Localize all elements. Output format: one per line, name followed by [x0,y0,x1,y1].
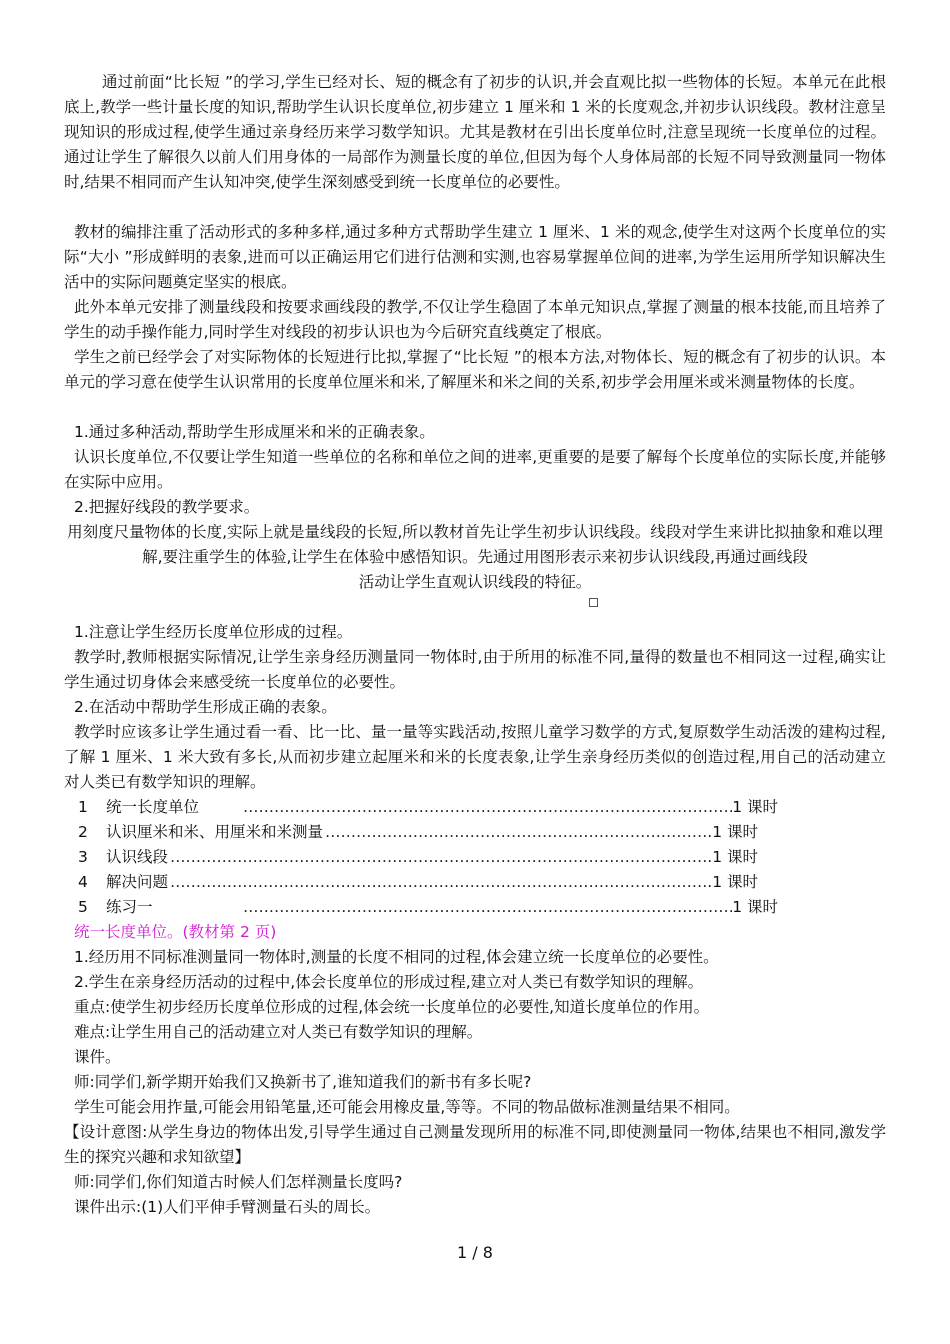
suggestion-2-heading: 2.在活动中帮助学生形成正确的表象。 [74,698,337,716]
toc-leader [168,870,707,894]
point-1-heading: 1.通过多种活动,帮助学生形成厘米和米的正确表象。 [74,423,435,441]
point-2-heading: 2.把握好线段的教学要求。 [74,498,260,516]
lesson-heading: 统一长度单位。(教材第 2 页) [74,923,277,941]
toc-row [78,845,758,869]
lesson-difficulty: 难点:让学生用自己的活动建立对人类已有数学知识的理解。 [74,1023,483,1041]
toc-leader [168,845,707,869]
toc-number: 3 [78,848,88,866]
toc-title: 解决问题 [106,873,169,891]
toc-hours: .1 课时 [707,873,758,891]
toc-row [78,895,778,919]
suggestion-1-heading: 1.注意让学生经历长度单位形成的过程。 [74,623,353,641]
toc-leader [241,895,732,919]
toc-number: 1 [78,798,88,816]
toc-leader [241,795,732,819]
toc-title: 统一长度单位 [106,798,200,816]
toc-number: 2 [78,823,88,841]
materials-paragraph: 教材的编排注重了活动形式的多种多样,通过多种方式帮助学生建立 1 厘米、1 米的观念,使学生对这两个长度单位的实际“大小 ”形成鲜明的表象,进而可以正确运用它们进行估测和实测,也容易掌握单位间的进率,为学生运用所学知识解决生活中的实际问题奠定坚实的根底。 [64,223,886,291]
toc-hours: .1 课时 [707,823,758,841]
intro-paragraph: 通过前面“比长短 ”的学习,学生已经对长、短的概念有了初步的认识,并会直观比拟一些物体的长短。本单元在此根底上,教学一些计量长度的知识,帮助学生认识长度单位,初步建立 1 厘米和 1 米的长度观念,并初步认识线段。教材注意呈现知识的形成过程,使学生通过亲身经历来学习数学知识。尤其是教材在引出长度单位时,注意呈现统一长度单位的过程。通过让学生了解很久以前人们用身体的一局部作为测量长度的单位,但因为每个人身体局部的长短不同导致测量同一物体时,结果不相同而产生认知冲突,使学生深刻感受到统一长度单位的必要性。 [64,73,886,191]
toc-row [78,795,778,819]
lesson-goal-2: 2.学生在亲身经历活动的过程中,体会长度单位的形成过程,建立对人类已有数学知识的理解。 [74,973,704,991]
student-response-1: 学生可能会用拃量,可能会用铅笔量,还可能会用橡皮量,等等。不同的物品做标准测量结果不相同。 [74,1098,740,1116]
lesson-key-point: 重点:使学生初步经历长度单位形成的过程,体会统一长度单位的必要性,知道长度单位的作用。 [74,998,710,1016]
suggestion-2-body: 教学时应该多让学生通过看一看、比一比、量一量等实践活动,按照儿童学习数学的方式,复原数学生动活泼的建构过程,了解 1 厘米、1 米大致有多长,从而初步建立起厘米和米的长度表象,让学生亲身经历类似的创造过程,用自己的活动建立对人类已有数学知识的理解。 [64,723,886,791]
point-2-body: 用刻度尺量物体的长度,实际上就是量线段的长短,所以教材首先让学生初步认识线段。线段对学生来讲比拟抽象和难以理解,要注重学生的体验,让学生在体验中感悟知识。先通过用图形表示来初步认识线段,再通过画线段 [67,523,883,566]
toc-number: 4 [78,873,88,891]
page-number: 1 / 8 [457,1243,493,1262]
courseware-display: 课件出示:(1)人们平伸手臂测量石头的周长。 [74,1198,381,1216]
lesson-materials: 课件。 [74,1048,121,1066]
toc-hours: 1 课时 [732,798,778,816]
student-paragraph: 学生之前已经学会了对实际物体的长短进行比拟,掌握了“比长短 ”的根本方法,对物体长、短的概念有了初步的认识。本单元的学习意在使学生认识常用的长度单位厘米和米,了解厘米和米之间的关系,初步学会用厘米或米测量物体的长度。 [64,348,886,391]
design-intent: 【设计意图:从学生身边的物体出发,引导学生通过自己测量发现所用的标准不同,即使测量同一物体,结果也不相同,激发学生的探究兴趣和求知欲望】 [64,1123,886,1166]
point-1-body: 认识长度单位,不仅要让学生知道一些单位的名称和单位之间的进率,更重要的是要了解每个长度单位的实际长度,并能够在实际中应用。 [64,448,886,491]
teacher-question-1: 师:同学们,新学期开始我们又换新书了,谁知道我们的新书有多长呢? [74,1073,532,1091]
teacher-question-2: 师:同学们,你们知道古时候人们怎样测量长度吗? [74,1173,403,1191]
toc-hours: 1 课时 [732,898,778,916]
toc-row [78,870,758,894]
suggestion-1-body: 教学时,教师根据实际情况,让学生亲身经历测量同一物体时,由于所用的标准不同,量得的数量也不相同这一过程,确实让学生通过切身体会来感受统一长度单位的必要性。 [64,648,886,691]
checkbox-mark-icon [589,598,598,607]
toc-number: 5 [78,898,88,916]
toc-title: 认识线段 [106,848,169,866]
unit-paragraph: 此外本单元安排了测量线段和按要求画线段的教学,不仅让学生稳固了本单元知识点,掌握了测量的根本技能,而且培养了学生的动手操作能力,同时学生对线段的初步认识也为今后研究直线奠定了根底。 [64,298,886,341]
lesson-goal-1: 1.经历用不同标准测量同一物体时,测量的长度不相同的过程,体会建立统一长度单位的必要性。 [74,948,719,966]
toc-title: 认识厘米和米、用厘米和米测量 [106,823,324,841]
point-2-body-end: 活动让学生直观认识线段的特征。 [358,573,592,591]
toc-row [78,820,758,844]
toc-title: 练习一 [106,898,153,916]
toc-hours: .1 课时 [707,848,758,866]
toc-leader [323,820,707,844]
